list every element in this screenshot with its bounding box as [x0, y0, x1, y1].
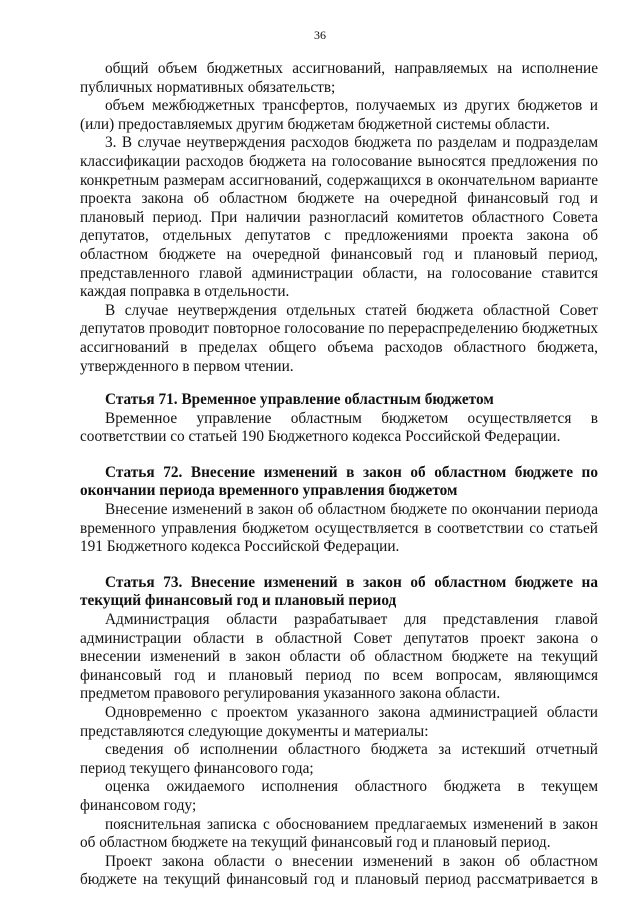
- paragraph: общий объем бюджетных ассигнований, направляемых на исполнение публичных нормативных обязательств;: [80, 60, 598, 96]
- paragraph: Администрация области разрабатывает для представления главой администрации области в областной Совет депутатов проект закона о внесении изменений в закон области об областном бюджете на текущий финансовый год и плановый период по всем вопросам, являющимся предметом правового регулирования указанного закона области.: [80, 611, 598, 703]
- paragraph: Одновременно с проектом указанного закона администрацией области представляются следующие документы и материалы:: [80, 704, 598, 740]
- article-73-heading: Статья 73. Внесение изменений в закон об областном бюджете на текущий финансовый год и плановый период: [80, 573, 598, 610]
- article-71-heading: Статья 71. Временное управление областным бюджетом: [105, 391, 494, 409]
- spacer: [80, 376, 598, 391]
- article-72-heading: Статья 72. Внесение изменений в закон об областном бюджете по окончании периода временного управления бюджетом: [80, 463, 598, 500]
- paragraph: В случае неутверждения отдельных статей бюджета областной Совет депутатов проводит повторное голосование по перераспределению бюджетных ассигнований в пределах общего объема расходов областного бюджета, утвержденного в первом чтении.: [80, 301, 598, 375]
- paragraph: объем межбюджетных трансфертов, получаемых из других бюджетов и (или) предоставляемых другим бюджетам бюджетной системы области.: [80, 97, 598, 133]
- spacer: [80, 447, 598, 460]
- paragraph: Внесение изменений в закон об областном бюджете по окончании периода временного управления бюджетом осуществляется в соответствии со статьей 191 Бюджетного кодекса Российской Федерации.: [80, 501, 598, 556]
- paragraph: сведения об исполнении областного бюджета за истекший отчетный период текущего финансового года;: [80, 741, 598, 777]
- paragraph: оценка ожидаемого исполнения областного бюджета в текущем финансовом году;: [80, 778, 598, 814]
- paragraph: Проект закона области о внесении изменений в закон об областном бюджете на текущий финансовый год и плановый период рассматривается в: [80, 852, 598, 889]
- page-number: 36: [314, 28, 326, 42]
- document-body: [80, 60, 598, 890]
- paragraph: пояснительная записка с обоснованием предлагаемых изменений в закон об областном бюджете на текущий финансовый год и плановый период.: [80, 815, 598, 852]
- paragraph: 3. В случае неутверждения расходов бюджета по разделам и подразделам классификации расходов бюджета на голосование выносятся предложения по конкретным размерам ассигнований, содержащихся в окончательном варианте проекта закона об областном бюджете на очередной финансовый год и плановый период. При наличии разногласий комитетов областного Совета депутатов, отдельных депутатов с предложениями проекта закона об областном бюджете на очередной финансовый год и плановый период, представленного главой администрации области, на голосование ставится каждая поправка в отдельности.: [80, 134, 598, 301]
- paragraph: Временное управление областным бюджетом осуществляется в соответствии со статьей 190 Бюджетного кодекса Российской Федерации.: [80, 409, 598, 446]
- spacer: [80, 557, 598, 570]
